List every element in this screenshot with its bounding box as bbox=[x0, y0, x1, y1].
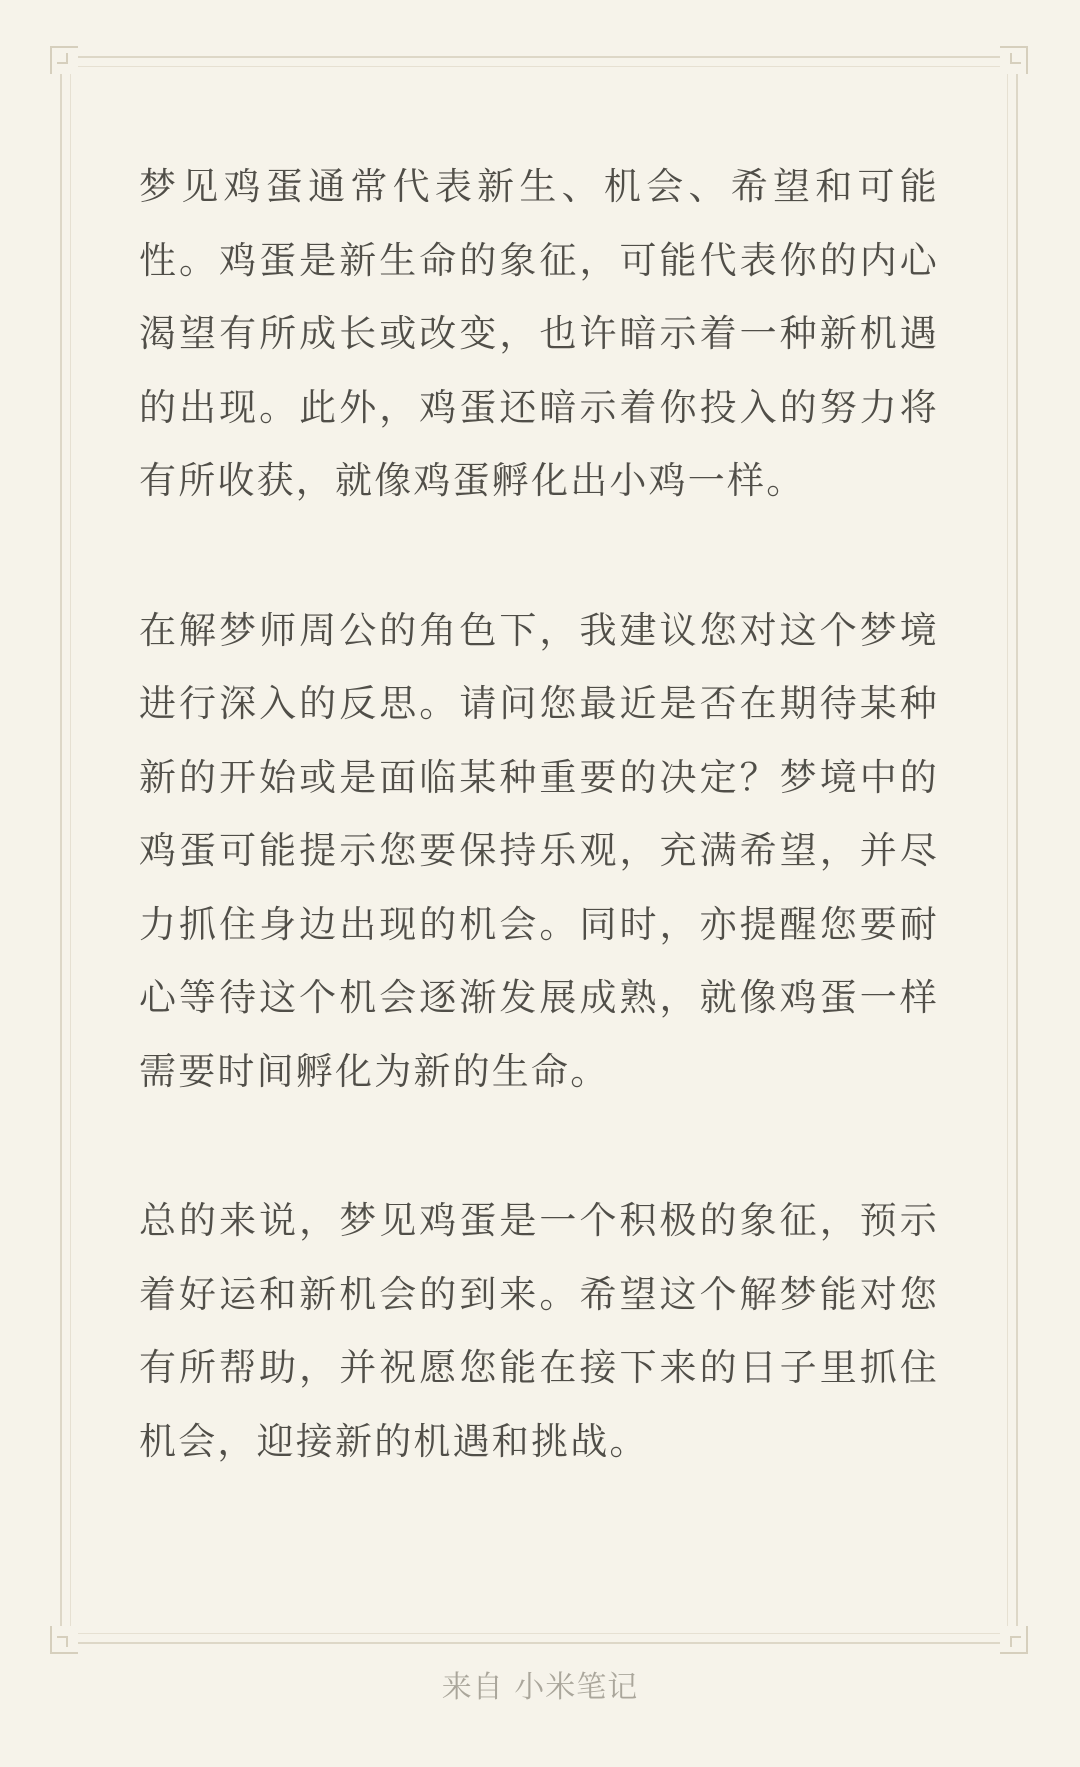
note-body bbox=[139, 150, 939, 1554]
note-paragraph: 总的来说，梦见鸡蛋是一个积极的象征，预示着好运和新机会的到来。希望这个解梦能对您有所帮助，并祝愿您能在接下来的日子里抓住机会，迎接新的机遇和挑战。 bbox=[139, 1199, 939, 1463]
frame-corner-ornament bbox=[1000, 46, 1028, 74]
frame-corner-ornament bbox=[50, 46, 78, 74]
source-footer: 来自 小米笔记 bbox=[441, 1670, 639, 1705]
frame-corner-ornament bbox=[1000, 1626, 1028, 1654]
frame-corner-ornament bbox=[50, 1626, 78, 1654]
note-paragraph: 在解梦师周公的角色下，我建议您对这个梦境进行深入的反思。请问您最近是否在期待某种新的开始或是面临某种重要的决定？梦境中的鸡蛋可能提示您要保持乐观，充满希望，并尽力抓住身边出现的机会。同时，亦提醒您要耐心等待这个机会逐渐发展成熟，就像鸡蛋一样需要时间孵化为新的生命。 bbox=[139, 608, 939, 1093]
note-paragraph: 梦见鸡蛋通常代表新生、机会、希望和可能性。鸡蛋是新生命的象征，可能代表你的内心渴望有所成长或改变，也许暗示着一种新机遇的出现。此外，鸡蛋还暗示着你投入的努力将有所收获，就像鸡蛋孵化出小鸡一样。 bbox=[139, 165, 939, 502]
